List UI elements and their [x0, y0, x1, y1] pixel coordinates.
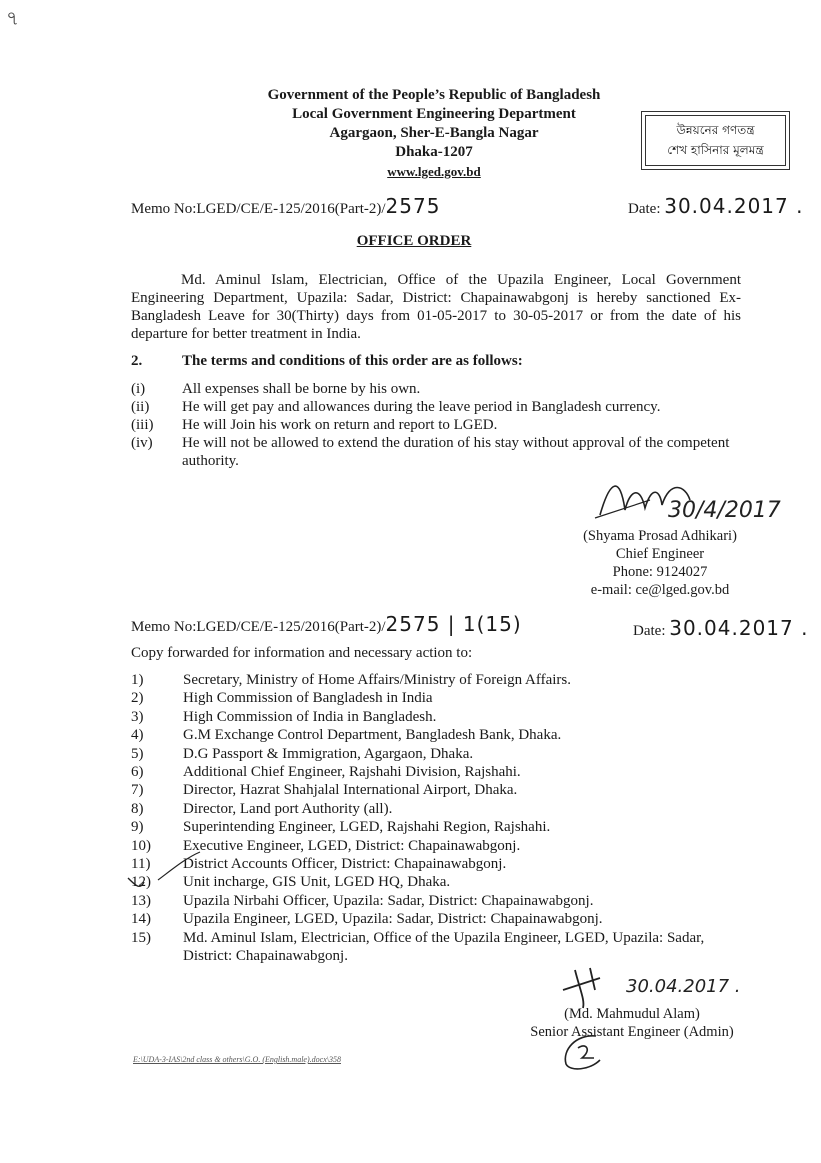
section-2-heading: [131, 353, 523, 370]
recipient-item: [131, 708, 751, 726]
date-label: Date:: [633, 623, 666, 639]
header-line-4: Dhaka-1207: [395, 144, 473, 160]
recipient-number: 13): [131, 892, 151, 909]
term-text: He will get pay and allowances during the leave period in Bangladesh currency.: [182, 399, 661, 415]
handwritten-check-marks: [124, 846, 204, 894]
corner-handwritten-mark: ৭: [6, 6, 20, 30]
header-line-3: Agargaon, Sher-E-Bangla Nagar: [329, 125, 539, 141]
signature-2-scribble: [555, 960, 625, 1010]
term-number: (iv): [131, 435, 153, 451]
signatory-2-name: (Md. Mahmudul Alam): [564, 1006, 700, 1022]
recipient-item: [131, 873, 751, 891]
stamp-line-1: উন্নয়নের গণতন্ত্র: [676, 123, 755, 137]
copy-forward-intro: Copy forwarded for information and necessary action to:: [131, 645, 473, 661]
recipient-text: Superintending Engineer, LGED, Rajshahi Region, Rajshahi.: [183, 819, 551, 836]
recipient-text: G.M Exchange Control Department, Bangladesh Bank, Dhaka.: [183, 727, 562, 744]
term-text: He will Join his work on return and report to LGED.: [182, 417, 498, 433]
signatory-1-email: e-mail: ce@lged.gov.bd: [590, 582, 730, 598]
recipient-text: Unit incharge, GIS Unit, LGED HQ, Dhaka.: [183, 874, 451, 891]
recipient-number: 10): [131, 837, 151, 854]
recipient-item: [131, 929, 751, 966]
memo-line-2: [131, 612, 522, 636]
file-path-footer: E:\UDA-3-IAS\2nd class & others\G.O. (English.male).docx\358: [133, 1055, 341, 1064]
recipient-item: [131, 800, 751, 818]
signature-1-date: 30/4/2017: [668, 498, 781, 523]
recipient-item: [131, 726, 751, 744]
recipient-item: [131, 671, 751, 689]
recipient-text: Upazila Engineer, LGED, Upazila: Sadar, District: Chapainawabgonj.: [183, 911, 603, 928]
memo-line-1: [131, 194, 440, 218]
recipient-number: 11): [131, 856, 151, 873]
term-text: He will not be allowed to extend the duration of his stay without approval of the competent authority.: [182, 435, 730, 469]
recipient-number: 2): [131, 690, 144, 707]
term-item: [131, 434, 741, 470]
recipient-number: 3): [131, 708, 144, 725]
signatory-2-block: [512, 1005, 752, 1041]
recipient-text: High Commission of Bangladesh in India: [183, 690, 433, 707]
recipient-item: [131, 855, 751, 873]
slogan-stamp: [641, 111, 790, 170]
recipient-number: 14): [131, 911, 151, 928]
recipient-number: 15): [131, 929, 151, 946]
memo-date-1: [628, 194, 803, 218]
recipient-item: [131, 910, 751, 928]
slogan-stamp-inner: [645, 115, 786, 166]
recipient-item: [131, 689, 751, 707]
recipient-number: 8): [131, 800, 144, 817]
recipient-text: High Commission of India in Bangladesh.: [183, 708, 437, 725]
recipient-item: [131, 818, 751, 836]
term-number: (ii): [131, 399, 150, 415]
term-item: [131, 380, 741, 398]
term-text: All expenses shall be borne by his own.: [182, 381, 421, 397]
date-handwritten: 30.04.2017 .: [664, 194, 804, 218]
signatory-2-designation: Senior Assistant Engineer (Admin): [530, 1024, 734, 1040]
memo-date-2: [633, 616, 808, 640]
term-number: (i): [131, 381, 146, 397]
recipient-number: 12): [131, 874, 151, 891]
term-item: [131, 398, 741, 416]
term-item: [131, 416, 741, 434]
memo-label: Memo No:LGED/CE/E-125/2016(Part-2)/: [131, 201, 386, 217]
recipient-text: Executive Engineer, LGED, District: Chapainawabgonj.: [183, 837, 521, 854]
signature-2-date: 30.04.2017 .: [626, 976, 741, 997]
memo-label: Memo No:LGED/CE/E-125/2016(Part-2)/: [131, 619, 386, 635]
header-website[interactable]: www.lged.gov.bd: [387, 164, 481, 179]
recipient-text: Secretary, Ministry of Home Affairs/Ministry of Foreign Affairs.: [183, 672, 571, 688]
signatory-1-designation: Chief Engineer: [615, 546, 705, 562]
recipient-item: [131, 892, 751, 910]
section-text: The terms and conditions of this order are as follows:: [182, 353, 523, 369]
recipient-item: [131, 837, 751, 855]
recipient-text: Director, Hazrat Shahjalal International Airport, Dhaka.: [183, 782, 518, 799]
recipient-text: Md. Aminul Islam, Electrician, Office of the Upazila Engineer, LGED, Upazila: Sadar, District: Chapainawabgonj.: [183, 929, 705, 965]
recipient-list: [131, 671, 751, 966]
memo-handwritten-number: 2575 | 1(15): [385, 612, 522, 636]
recipient-number: 5): [131, 745, 144, 762]
recipient-item: [131, 781, 751, 799]
recipient-item: [131, 745, 751, 763]
recipient-text: District Accounts Officer, District: Chapainawabgonj.: [183, 856, 507, 873]
body-paragraph: Md. Aminul Islam, Electrician, Office of the Upazila Engineer, Local Government Engineering Department, Upazila: Sadar, District: Chapainawabgonj is hereby sanctioned Ex-Bangladesh Leave for 30(Thirty) days from 01-05-2017 to 30-05-2017 or from the date of his departure for better treatment in India.: [131, 272, 741, 342]
section-number: 2.: [131, 353, 143, 369]
memo-handwritten-number: 2575: [385, 194, 441, 218]
recipient-number: 7): [131, 782, 144, 799]
date-label: Date:: [628, 201, 661, 217]
date-handwritten: 30.04.2017 .: [669, 616, 809, 640]
signature-2-initial: [556, 1030, 612, 1074]
signatory-1-block: [560, 527, 760, 599]
term-number: (iii): [131, 417, 154, 433]
document-title: OFFICE ORDER: [356, 233, 472, 249]
recipient-text: Upazila Nirbahi Officer, Upazila: Sadar, District: Chapainawabgonj.: [183, 892, 594, 909]
recipient-number: 9): [131, 819, 144, 836]
terms-list: [131, 380, 741, 470]
signatory-1-name: (Shyama Prosad Adhikari): [583, 528, 737, 544]
header-line-1: Government of the People’s Republic of Bangladesh: [267, 87, 601, 103]
recipient-text: Additional Chief Engineer, Rajshahi Division, Rajshahi.: [183, 764, 521, 781]
recipient-text: Director, Land port Authority (all).: [183, 800, 393, 817]
recipient-item: [131, 763, 751, 781]
recipient-number: 4): [131, 727, 144, 744]
header-line-2: Local Government Engineering Department: [292, 106, 576, 122]
recipient-text: D.G Passport & Immigration, Agargaon, Dhaka.: [183, 745, 474, 762]
recipient-number: 6): [131, 764, 144, 781]
stamp-line-2: শেখ হাসিনার মূলমন্ত্র: [667, 143, 764, 157]
signatory-1-phone: Phone: 9124027: [612, 564, 708, 580]
recipient-number: 1): [131, 672, 144, 688]
